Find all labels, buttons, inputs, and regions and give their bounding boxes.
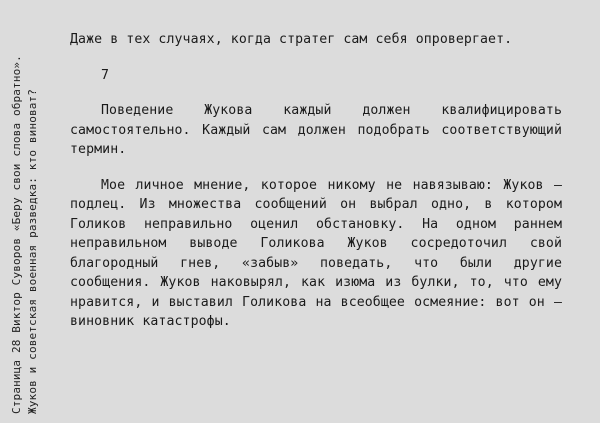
page-header-sidebar xyxy=(0,0,50,423)
paragraph-2: Мое личное мнение, которое никому не навязываю: Жуков — подлец. Из множества сообщений он выбрал одно, в котором Голиков неправильно оценил обстановку. На одном раннем неправильном выводе Голикова Жуков сосредоточил свой благородный гнев, «забыв» поведать, что были другие сообщения. Жуков наковырял, как изюма из булки, то, что ему нравится, и выставил Голикова на всеобщее осмеяние: вот он — виновник катастрофы. xyxy=(70,177,562,329)
subtitle-line: Жуков и советская военная разведка: кто виноват? xyxy=(26,88,39,414)
paragraph-1: Поведение Жукова каждый должен квалифицировать самостоятельно. Каждый сам должен подобрать соответствующий термин. xyxy=(70,103,562,157)
opening-line: Даже в тех случаях, когда стратег сам себя опровергает. xyxy=(70,32,513,47)
page-and-title-line: Страница 28 Виктор Суворов «Беру свои слова обратно». xyxy=(10,55,23,414)
page-body xyxy=(70,30,562,348)
section-number: 7 xyxy=(101,67,110,83)
